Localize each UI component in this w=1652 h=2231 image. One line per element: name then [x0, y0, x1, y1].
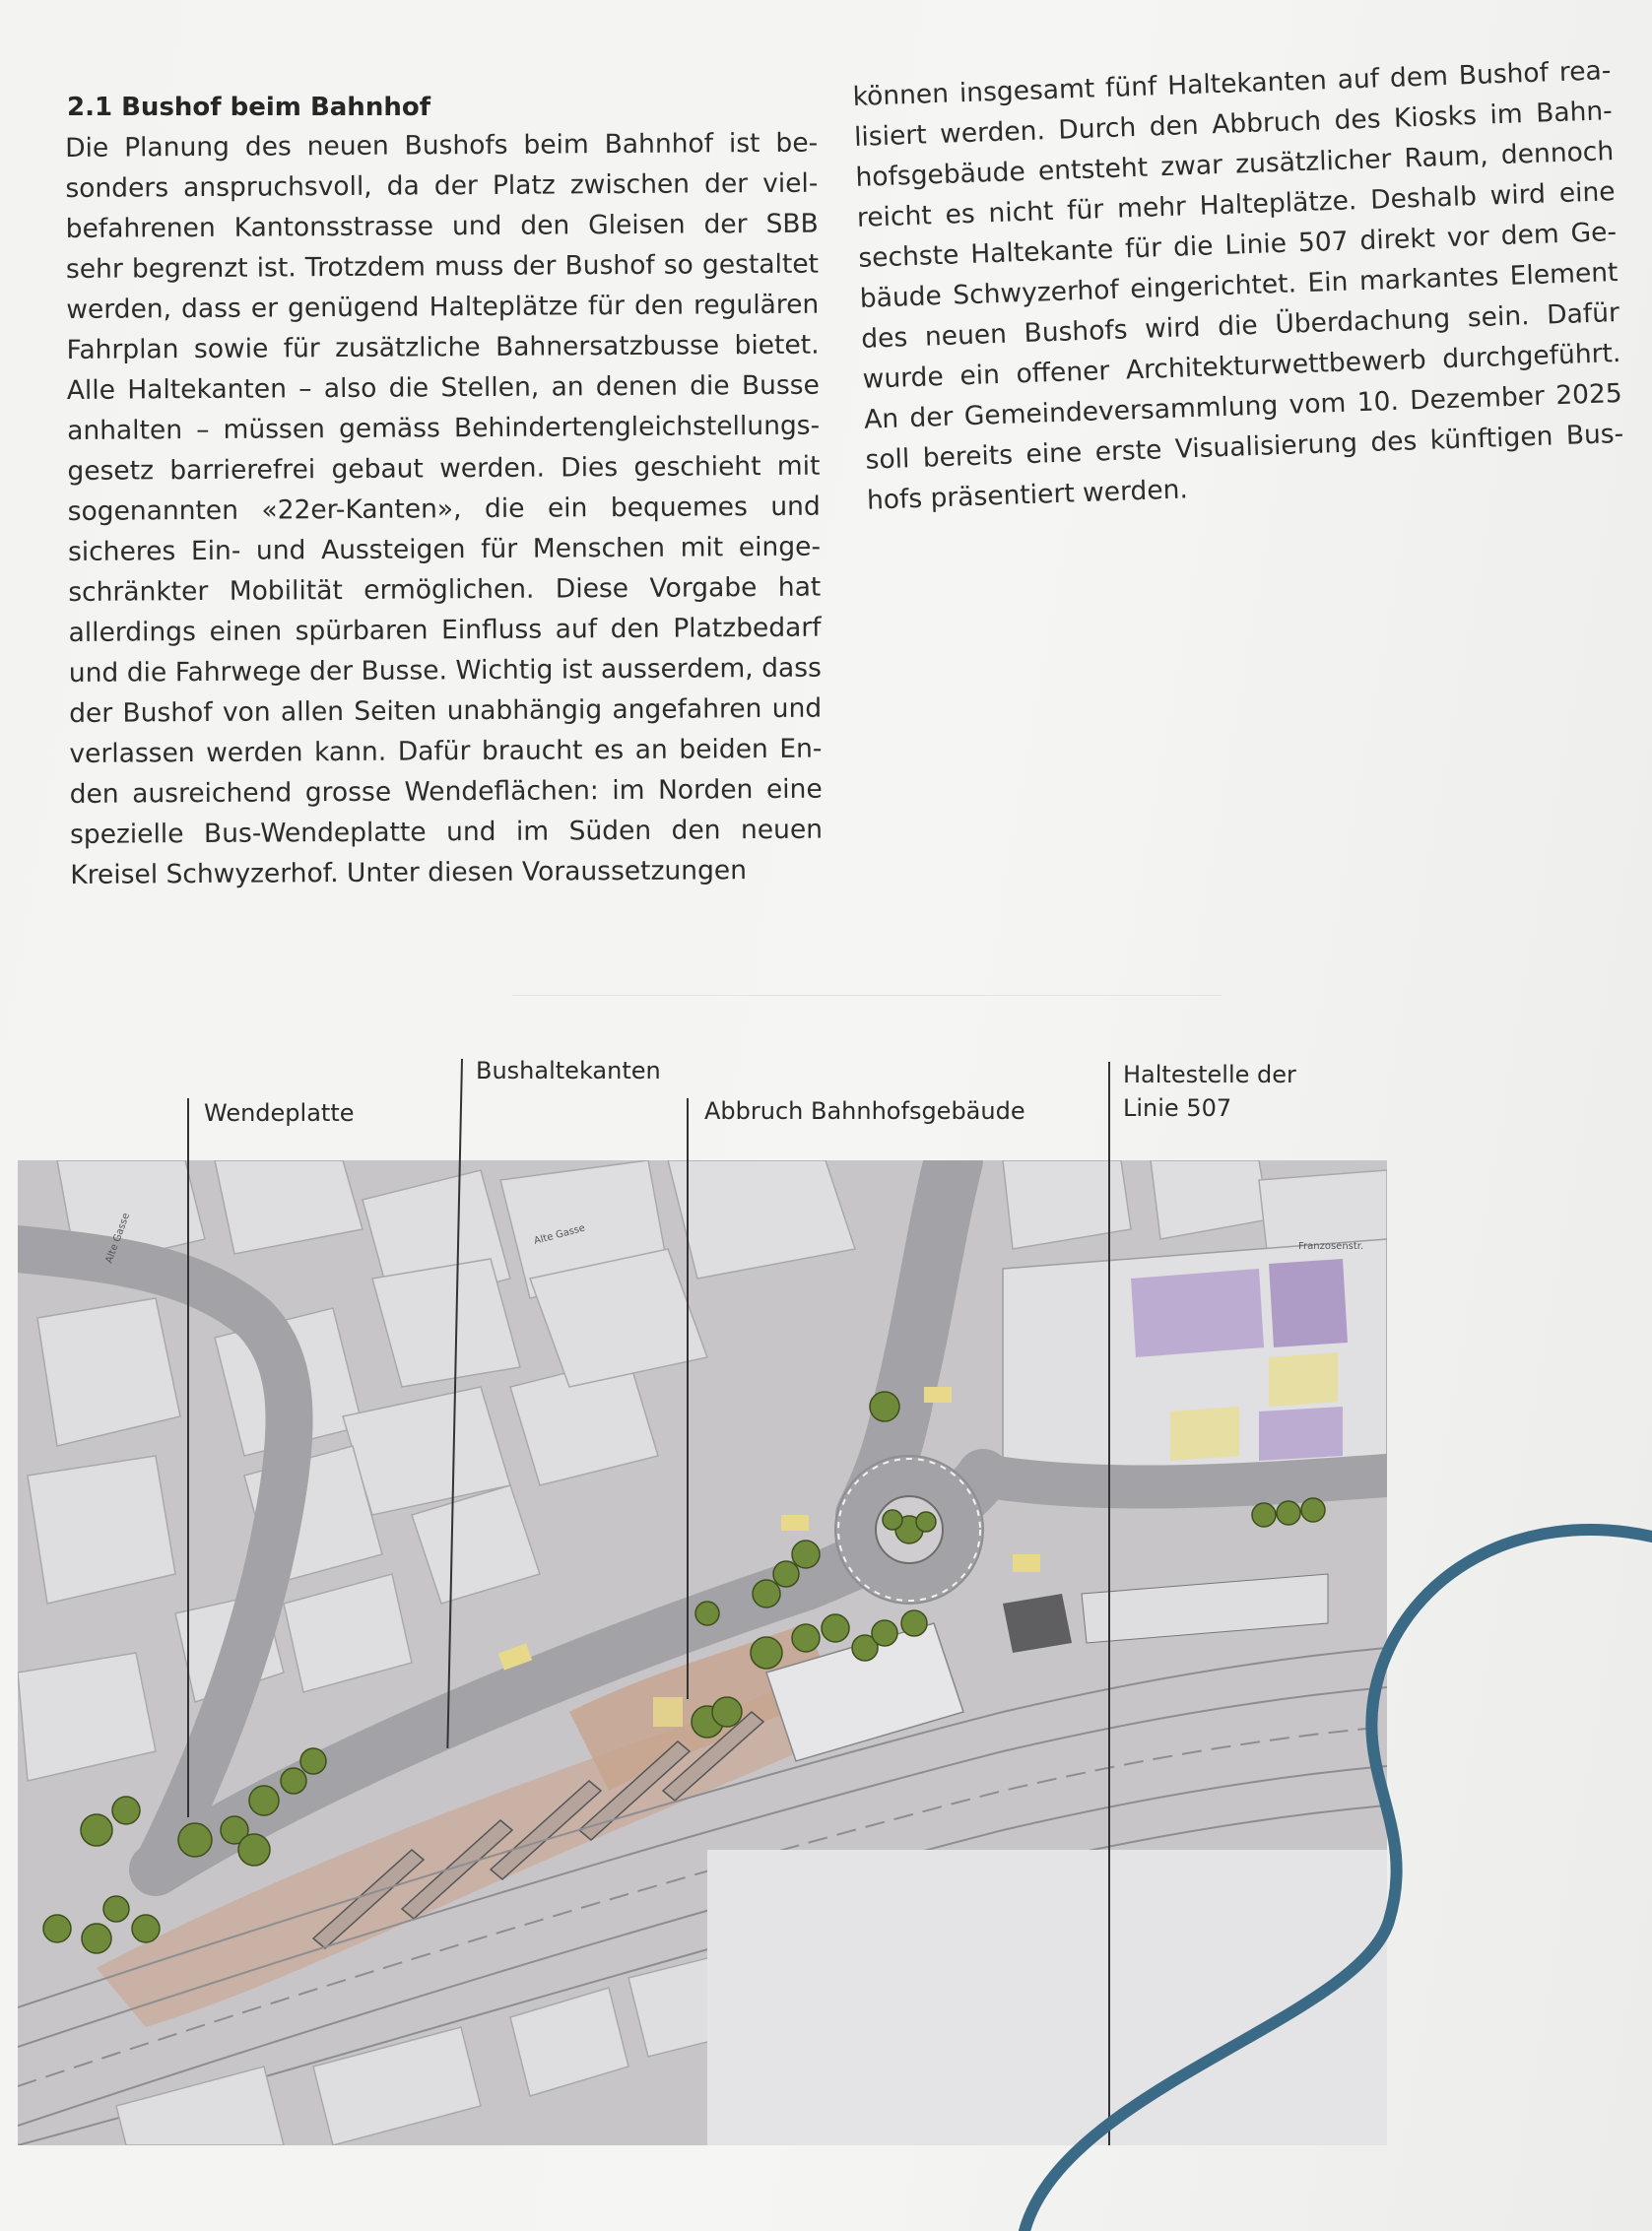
site-plan-drawing — [18, 1160, 1387, 2145]
callout-label-abbruch: Abbruch Bahnhofsgebäude — [704, 1097, 1025, 1125]
callout-line-wendeplatte — [187, 1098, 189, 1817]
callout-label-haltestelle-2: Linie 507 — [1123, 1094, 1232, 1122]
faint-background-lines — [512, 995, 1222, 1104]
callout-label-haltestelle-1: Haltestelle der — [1123, 1061, 1296, 1088]
callout-label-wendeplatte: Wendeplatte — [204, 1099, 355, 1127]
left-column — [59, 89, 824, 895]
callout-label-bushaltekanten: Bushaltekanten — [476, 1057, 661, 1084]
right-column — [852, 50, 1625, 521]
left-paragraph: Die Planung des neuen Bushofs beim Bahnhof ist besonders anspruchsvoll, da der Platz zwischen der vielbefahrenen Kantonsstrasse und den Gleisen der SBB sehr begrenzt ist. Trotzdem muss der Bushof so gestaltet werden, dass er genügend Halteplätze für den regulären Fahrplan sowie für zusätzliche Bahnersatzbusse bietet. Alle Haltekanten – also die Stellen, an denen die Busse anhalten – müssen gemäss Behindertengleichstellungsgesetz barrierefrei gebaut werden. Dies geschieht mit sogenannten «22er-Kanten», die ein bequemes und sicheres Ein- und Aussteigen für Menschen mit eingeschränkter Mobilität ermöglichen. Diese Vorgabe hat allerdings einen spürbaren Einfluss auf den Platzbedarf und die Fahrwege der Busse. Wichtig ist ausserdem, dass der Bushof von allen Seiten unabhängig angefahren und verlassen werden kann. Dafür braucht es an beiden Enden ausreichend grosse Wendeflächen: im Norden eine spezielle Bus-Wendeplatte und im Süden den neuen Kreisel Schwyzerhof. Unter diesen Voraussetzungen — [65, 127, 824, 890]
section-heading: 2.1 Bushof beim Bahnhof — [67, 93, 431, 122]
callout-line-abbruch — [687, 1098, 689, 1699]
site-plan — [18, 1160, 1387, 2145]
street-label-alte-gasse-2: Alte Gasse — [103, 1212, 133, 1266]
right-paragraph: können insgesamt fünf Haltekanten auf dem Bushof realisiert werden. Durch den Abbruch des Kiosks im Bahnhofsgebäude entsteht zwar zusätzlicher Raum, dennoch reicht es nicht für mehr Halteplätze. Deshalb wird eine sechste Haltekante für die Linie 507 direkt vor dem Gebäude Schwyzerhof eingerichtet. Ein markantes Element des neuen Bushofs wird die Überdachung sein. Dafür wurde ein offener Architekturwettbewerb durchgeführt. An der Gemeindeversammlung vom 10. Dezember 2025 soll bereits eine erste Visualisierung des künftigen Bushofs präsentiert werden. — [852, 55, 1624, 516]
street-label-franzosenstr: Franzosenstr. — [1298, 1241, 1364, 1252]
callout-line-haltestelle — [1108, 1062, 1110, 2145]
street-label-alte-gasse-1: Alte Gasse — [532, 1222, 587, 1247]
